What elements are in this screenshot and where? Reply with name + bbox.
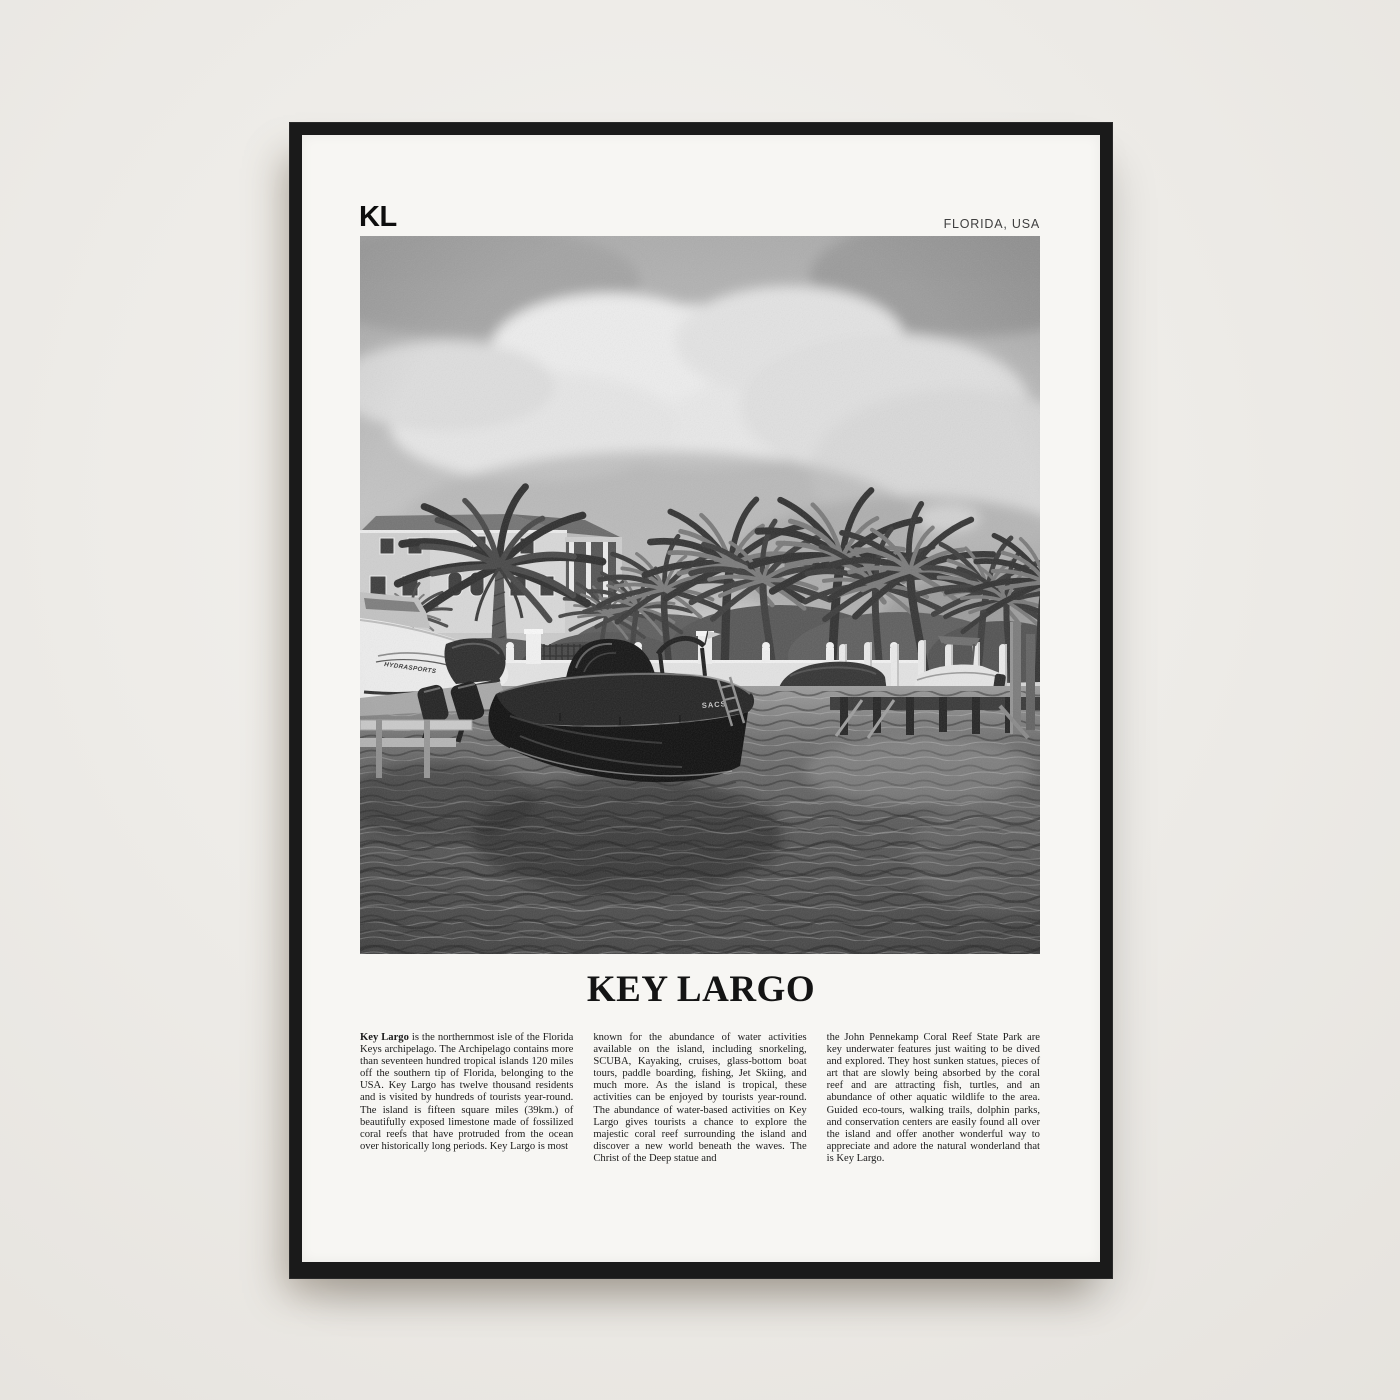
location-label: FLORIDA, USA [943,217,1040,231]
film-grain [360,236,1040,954]
photo-illustration [360,236,1040,954]
monogram: KL [359,201,397,233]
poster-frame [289,122,1113,1279]
article-column-1-text: is the northernmost isle of the Florida Keys archipelago. The Archipelago contains more than seventeen hundred tropical islands 120 miles off the southern tip of Florida, belonging to the USA. Key Largo has twelve thousand residents and is visited by hundreds of tourists year-round. The island is fifteen square miles (39km.) of beautifully exposed limestone made of fossilized coral reefs that have protruded from the ocean over historically long periods. Key Largo is most [360,1032,574,1152]
article-column-1 [360,1032,573,1165]
article [360,1032,1040,1165]
poster-title: KEY LARGO [586,969,816,1010]
article-lead: Key Largo [360,1032,409,1043]
article-column-2: known for the abundance of water activities available on the island, including snorkeling, SCUBA, Kayaking, cruises, glass-bottom boat tours, paddle boarding, fishing, Jet Skiing, and much more. As the island is tropical, these activities can be enjoyed by tourists year-round. The abundance of water-based activities on Key Largo gives tourists a chance to explore the majestic coral reef surrounding the island and discover a new world beneath the waves. The Christ of the Deep statue and [593,1032,807,1164]
poster-paper [302,135,1100,1262]
article-column-3: the John Pennekamp Coral Reef State Park are key underwater features just waiting to be dived and explored. They host sunken statues, pieces of art that are slowly being absorbed by the coral reef and are attracting fish, turtles, and an abundance of other aquatic wildlife to the area. Guided eco-tours, walking trails, dolphin parks, and conservation centers are easily found all over the island and offer another wonderful way to appreciate and adore the natural wonderland that is Key Largo. [826,1032,1040,1164]
